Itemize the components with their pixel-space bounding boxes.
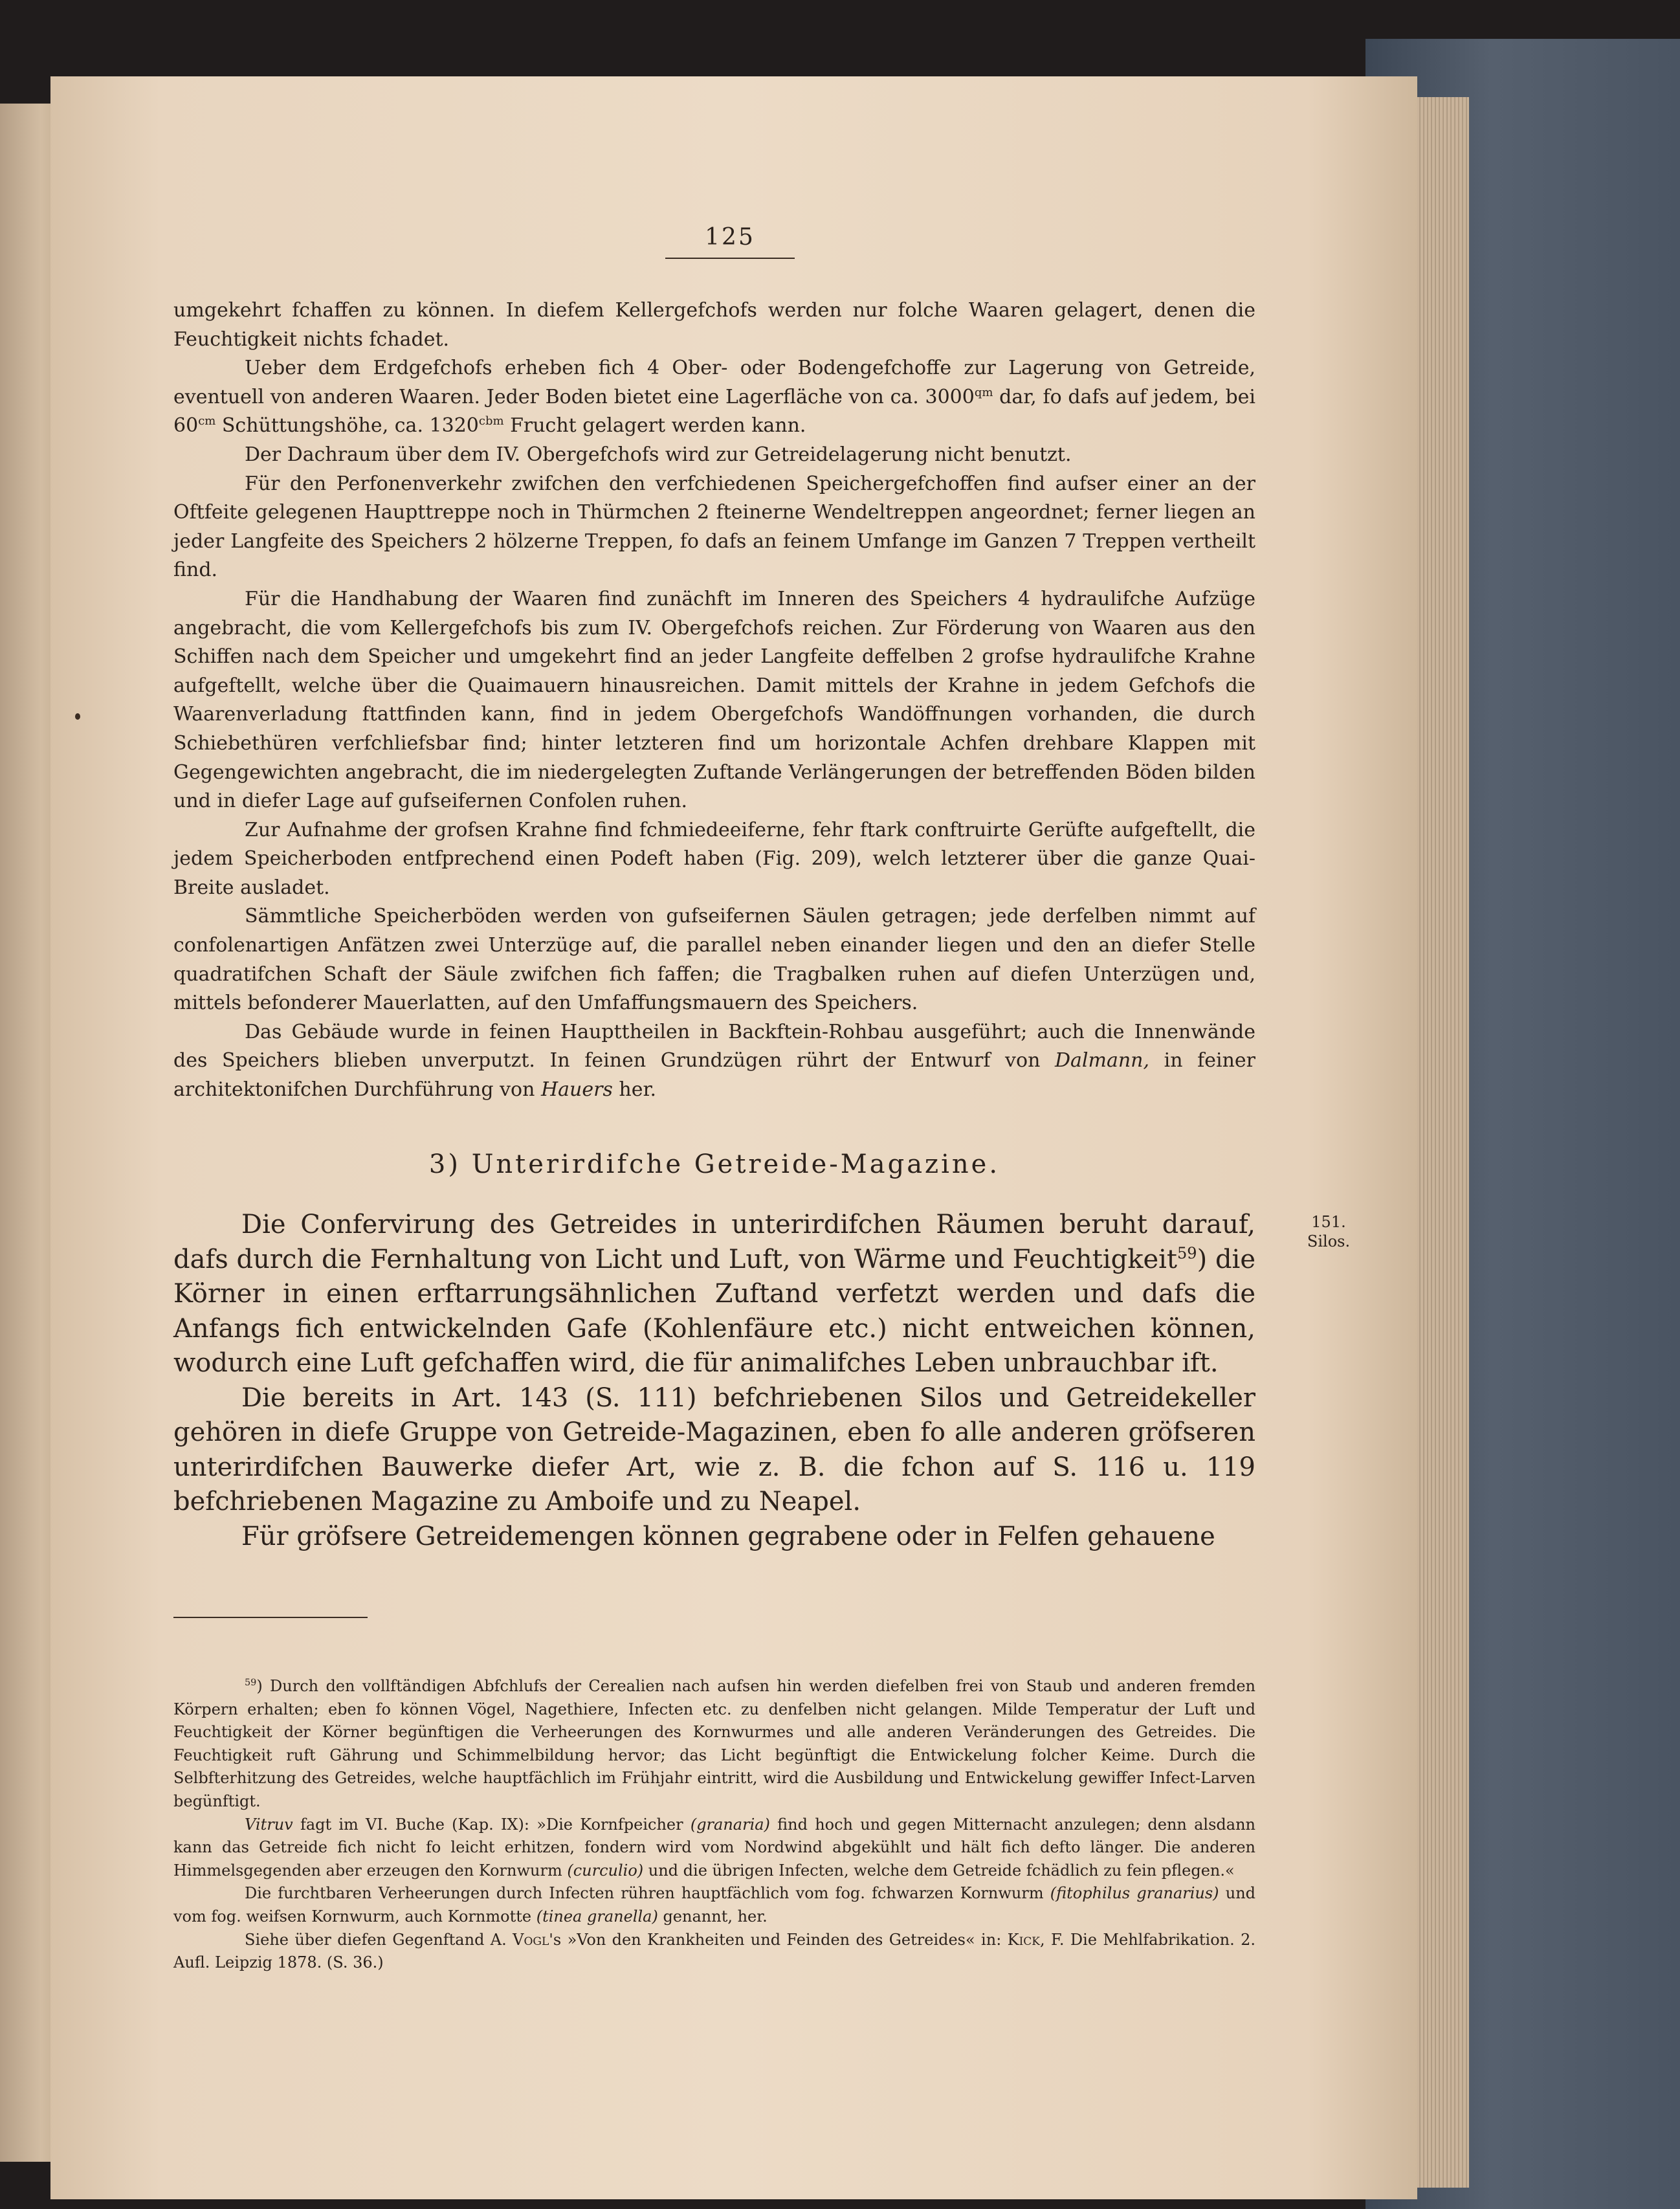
margin-note: [1283, 1212, 1374, 1251]
article-number: 151.: [1311, 1213, 1346, 1231]
footnote-2: Vitruv fagt im VI. Buche (Kap. IX): »Die Kornfpeicher (granaria) find hoch und gegen Mitternacht anzulegen; denn alsdann kann das Getreide fich nicht fo leicht erhitzen, fondern wird vom Nordwind abgekühlt und hält fich defto länger. Die anderen Himmelsgegenden aber erzeugen den Kornwurm (curculio) und die übrigen Infecten, welche dem Getreide fchädlich zu fein pflegen.«: [173, 1815, 1255, 1880]
paragraph-8: Das Gebäude wurde in feinen Haupttheilen in Backftein-Rohbau ausgeführt; auch die Innenwände des Speichers blieben unverputzt. In feinen Grundzügen rührt der Entwurf von Dalmann, in feiner architektonifchen Durchführung von Hauers her.: [173, 1020, 1255, 1102]
paragraph-1: umgekehrt fchaffen zu können. In diefem Kellergefchofs werden nur folche Waaren gelagert, denen die Feuchtigkeit nichts fchadet.: [173, 299, 1255, 351]
paragraph-4: Für den Perfonenverkehr zwifchen den verfchiedenen Speichergefchoffen find aufser einer an der Oftfeite gelegenen Haupttreppe noch in Thürmchen 2 fteinerne Wendeltreppen angeordnet; ferner liegen an jeder Langfeite des Speichers 2 hölzerne Treppen, fo dafs an feinem Umfange im Ganzen 7 Treppen vertheilt find.: [173, 472, 1255, 582]
footnote-ref: 59: [1177, 1244, 1197, 1263]
paragraph-6: Zur Aufnahme der grofsen Krahne find fchmiedeeiferne, fehr ftark conftruirte Gerüfte aufgeftellt, die jedem Speicherboden entfprechend einen Podeft haben (Fig. 209), welch letzterer über die ganze Quai-Breite ausladet.: [173, 818, 1255, 899]
footnote-3: Die furchtbaren Verheerungen durch Infecten rühren hauptfächlich vom fog. fchwarzen Kornwurm (fitophilus granarius) und vom fog. weifsen Kornwurm, auch Kornmotte (tinea granella) genannt, her.: [173, 1884, 1256, 1926]
section-paragraph-2: Die bereits in Art. 143 (S. 111) befchriebenen Silos und Getreidekeller gehören in diefe Gruppe von Getreide-Magazinen, eben fo alle anderen gröfseren unterirdifchen Bauwerke diefer Art, wie z. B. die fchon auf S. 116 u. 119 befchriebenen Magazine zu Amboife und zu Neapel.: [173, 1382, 1255, 1516]
footnote-rule: [173, 1617, 368, 1618]
footnote-1: $^{59}$) Durch den vollftändigen Abfchlufs der Cerealien nach aufsen hin werden diefelben frei von Staub und anderen fremden Körpern erhalten; eben fo können Vögel, Nagethiere, Infecten etc. zu denfelben nicht gelangen. Milde Temperatur der Luft und Feuchtigkeit der Körner begünftigen die Verheerungen des Kornwurmes und alle anderen Veränderungen des Getreides. Die Feuchtigkeit ruft Gährung und Schimmelbildung hervor; das Licht begünftigt die Entwickelung folcher Keime. Durch die Selbfterhitzung des Getreides, welche hauptfächlich im Frühjahr eintritt, wird die Ausbildung und Entwickelung gewiffer Infect-Larven begünftigt.: [173, 1677, 1255, 1810]
paragraph-3: Der Dachraum über dem IV. Obergefchofs wird zur Getreidelagerung nicht benutzt.: [245, 443, 1072, 466]
footnote-4: Siehe über diefen Gegenftand A. Vogl's »Von den Krankheiten und Feinden des Getreides« in: Kick, F. Die Mehlfabrikation. 2. Aufl. Leipzig 1878. (S. 36.): [173, 1930, 1256, 1972]
header-rule: [665, 258, 795, 259]
article-label: Silos.: [1307, 1232, 1351, 1250]
body-text: [173, 296, 1255, 1105]
section-paragraph-3: Für gröfsere Getreidemengen können gegrabene oder in Felfen gehauene: [241, 1521, 1215, 1551]
facing-page-edge: [0, 104, 58, 2162]
footnotes: [173, 1675, 1255, 1975]
paragraph-2: Ueber dem Erdgefchofs erheben fich 4 Ober- oder Bodengefchoffe zur Lagerung von Getreide, eventuell von anderen Waaren. Jeder Boden bietet eine Lagerfläche von ca. $3000^{qm}$ dar, fo dafs auf jedem, bei $60^{cm}$ Schüttungshöhe, ca. $1320^{cbm}$ Frucht gelagert werden kann.: [173, 357, 1255, 438]
book-page: [50, 76, 1417, 2199]
paragraph-5: Für die Handhabung der Waaren find zunächft im Inneren des Speichers 4 hydraulifche Aufzüge angebracht, die vom Kellergefchofs bis zum IV. Obergefchofs reichen. Zur Förderung von Waaren aus den Schiffen nach dem Speicher und umgekehrt find an jeder Langfeite deffelben 2 grofse hydraulifche Krahne aufgeftellt, welche über die Quaimauern hinausreichen. Damit mittels der Krahne in jedem Gefchofs die Waarenverladung ftattfinden kann, find in jedem Obergefchofs Wandöffnungen vorhanden, die durch Schiebethüren verfchliefsbar find; hinter letzteren find um horizontale Achfen drehbare Klappen mit Gegengewichten angebracht, die im niedergelegten Zuftande Verlängerungen der betreffenden Böden bilden und in diefer Lage auf gufseifernen Confolen ruhen.: [173, 587, 1255, 813]
section-text: [173, 1208, 1255, 1554]
section-heading: 3) Unterirdifche Getreide-Magazine.: [428, 1149, 1000, 1179]
paragraph-7: Sämmtliche Speicherböden werden von gufseifernen Säulen getragen; jede derfelben nimmt auf confolenartigen Anfätzen zwei Unterzüge auf, die parallel neben einander liegen und den an diefer Stelle quadratifchen Schaft der Säule zwifchen fich faffen; die Tragbalken ruhen auf diefen Unterzügen und, mittels befonderer Mauerlatten, auf den Umfaffungsmauern des Speichers.: [173, 905, 1255, 1015]
ink-spot: [75, 713, 80, 720]
section-paragraph-1: Die Confervirung des Getreides in unterirdifchen Räumen beruht darauf, dafs durch die Fernhaltung von Licht und Luft, von Wärme und Feuchtigkeit$^{59}$) die Körner in einen erftarrungsähnlichen Zuftand verfetzt werden und dafs die Anfangs fich entwickelnden Gafe (Kohlenfäure etc.) nicht entweichen können, wodurch eine Luft gefchaffen wird, die für animalifches Leben unbrauchbar ift.: [173, 1210, 1256, 1378]
page-number: 125: [705, 224, 755, 250]
